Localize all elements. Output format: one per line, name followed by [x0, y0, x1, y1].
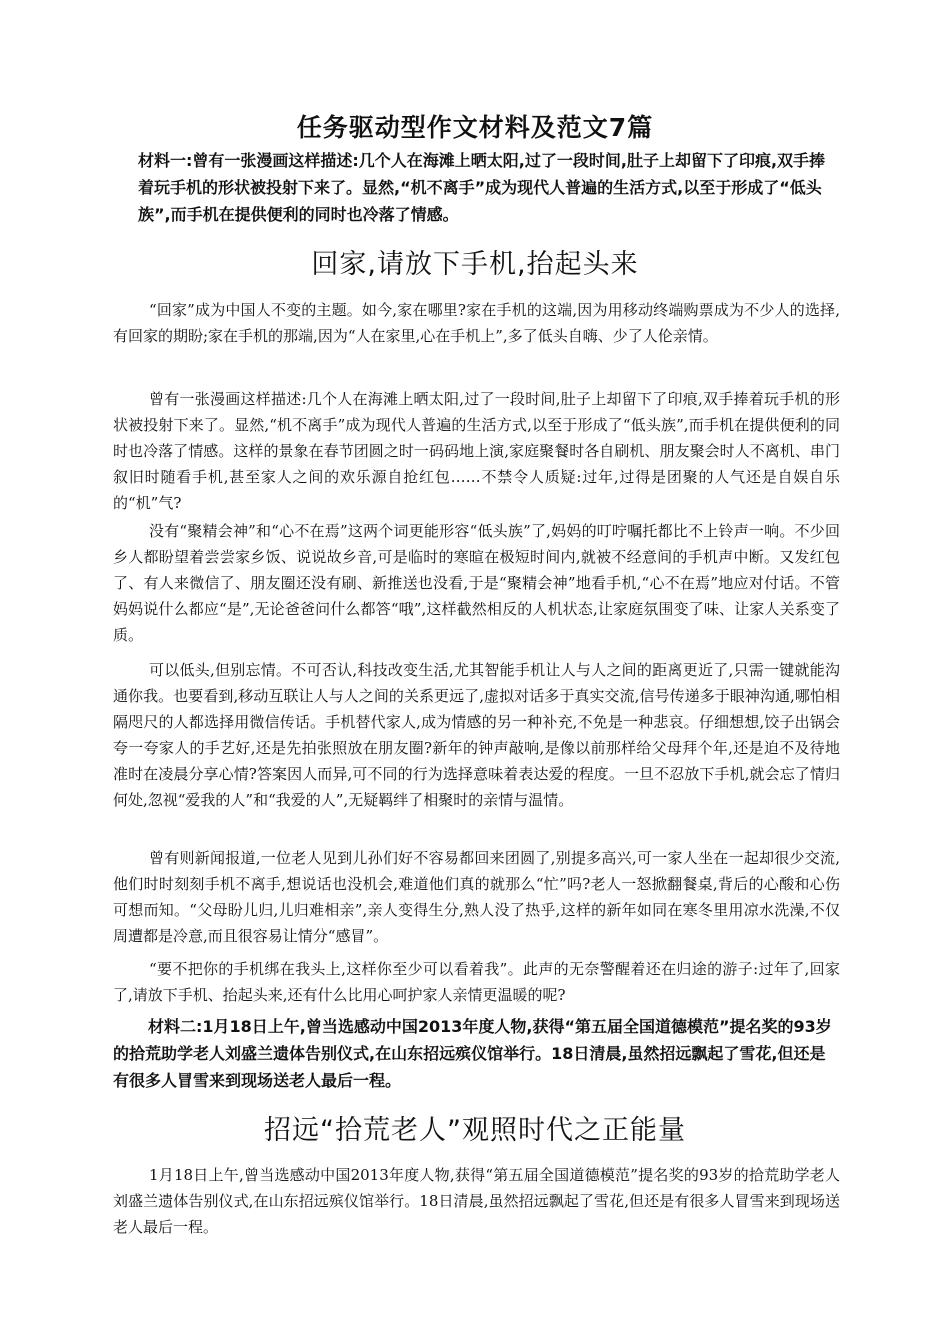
essay-heading: 回家,请放下手机,抬起头来: [311, 249, 639, 280]
essay-paragraph: “回家”成为中国人不变的主题。如今,家在哪里?家在手机的这端,因为用移动终端购票成为不少人的选择,有回家的期盼;家在手机的那端,因为“人在家里,心在手机上”,多了低头自嗨、少了人伦亲情。: [113, 301, 840, 345]
material-two: 材料二:1月18日上午,曾当选感动中国2013年度人物,获得“第五届全国道德模范”提名奖的93岁的拾荒助学老人刘盛兰遗体告别仪式,在山东招远殡仪馆举行。18日清晨,虽然招远飘起了雪花,但还是有很多人冒雪来到现场送老人最后一程。: [113, 1017, 832, 1090]
document-title: 任务驱动型作文材料及范文7篇: [296, 113, 654, 142]
essay-paragraph: 曾有一张漫画这样描述:几个人在海滩上晒太阳,过了一段时间,肚子上却留下了印痕,双手捧着玩手机的形状被投射下来了。显然,“机不离手”成为现代人普遍的生活方式,以至于形成了“低头族”,而手机在提供便利的同时也冷落了情感。这样的景象在春节团圆之时一码码地上演,家庭聚餐时各自刷机、朋友聚会时人不离机、串门叙旧时随看手机,甚至家人之间的欢乐源自抢红包……不禁令人质疑:过年,过得是团聚的人气还是自娱自乐的“机”气?: [113, 390, 840, 512]
material-one: 材料一:曾有一张漫画这样描述:几个人在海滩上晒太阳,过了一段时间,肚子上却留下了印痕,双手捧着玩手机的形状被投射下来了。显然,“机不离手”成为现代人普遍的生活方式,以至于形成了“低头族”,而手机在提供便利的同时也冷落了情感。: [138, 151, 826, 224]
essay-paragraph: 没有“聚精会神”和“心不在焉”这两个词更能形容“低头族”了,妈妈的叮咛嘱托都比不上铃声一响。不少回乡人都盼望着尝尝家乡饭、说说故乡音,可是临时的寒暄在极短时间内,就被不经意间的手机声中断。又发红包了、有人来微信了、朋友圈还没有刷、新推送也没看,于是“聚精会神”地看手机,“心不在焉”地应对付话。不管妈妈说什么都应“是”,无论爸爸问什么都答“哦”,这样截然相反的人机状态,让家庭氛围变了味、让家人关系变了质。: [113, 522, 840, 644]
essay-heading: 招远“拾荒老人”观照时代之正能量: [264, 1115, 686, 1146]
essay-paragraph: 1月18日上午,曾当选感动中国2013年度人物,获得“第五届全国道德模范”提名奖的93岁的拾荒助学老人刘盛兰遗体告别仪式,在山东招远殡仪馆举行。18日清晨,虽然招远飘起了雪花,但还是有很多人冒雪来到现场送老人最后一程。: [113, 1166, 840, 1236]
essay-paragraph: 曾有则新闻报道,一位老人见到儿孙们好不容易都回来团圆了,别提多高兴,可一家人坐在一起却很少交流,他们时时刻刻手机不离手,想说话也没机会,难道他们真的就那么“忙”吗?老人一怒掀翻餐桌,背后的心酸和心伤可想而知。“父母盼儿归,儿归难相亲”,亲人变得生分,熟人没了热乎,这样的新年如同在寒冬里用凉水洗澡,不仅周遭都是冷意,而且很容易让情分“感冒”。: [113, 849, 840, 945]
essay-paragraph: “要不把你的手机绑在我头上,这样你至少可以看着我”。此声的无奈警醒着还在归途的游子:过年了,回家了,请放下手机、抬起头来,还有什么比用心呵护家人亲情更温暖的呢?: [113, 960, 840, 1004]
essay-paragraph: 可以低头,但别忘情。不可否认,科技改变生活,尤其智能手机让人与人之间的距离更近了,只需一键就能沟通你我。也要看到,移动互联让人与人之间的关系更远了,虚拟对话多于真实交流,信号传递多于眼神沟通,哪怕相隔咫尺的人都选择用微信传话。手机替代家人,成为情感的另一种补充,不免是一种悲哀。仔细想想,饺子出锅会夸一夸家人的手艺好,还是先拍张照放在朋友圈?新年的钟声敲响,是像以前那样给父母拜个年,还是迫不及待地准时在凌晨分享心情?答案因人而异,可不同的行为选择意味着表达爱的程度。一旦不忍放下手机,就会忘了情归何处,忽视“爱我的人”和“我爱的人”,无疑羁绊了相聚时的亲情与温情。: [113, 661, 840, 809]
